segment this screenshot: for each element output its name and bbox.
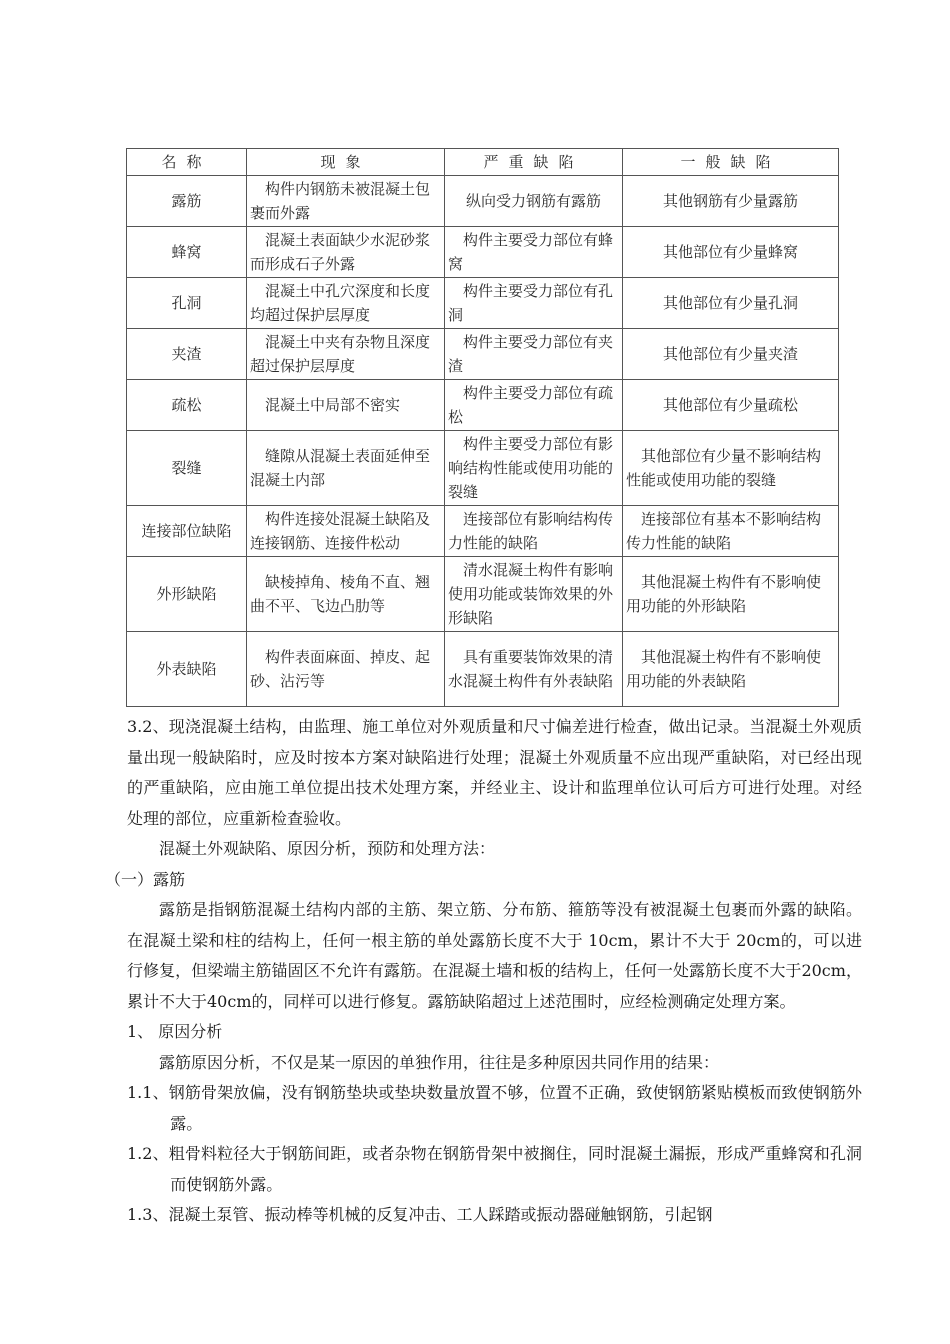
- row-phenomenon: 构件表面麻面、掉皮、起砂、沾污等: [247, 632, 445, 707]
- row-general: 其他部位有少量疏松: [623, 380, 839, 431]
- row-general: 其他部位有少量不影响结构性能或使用功能的裂缝: [623, 431, 839, 506]
- row-general: 连接部位有基本不影响结构传力性能的缺陷: [623, 506, 839, 557]
- subheading-cause-analysis: 1、 原因分析: [127, 1022, 223, 1041]
- row-severe: 构件主要受力部位有影响结构性能或使用功能的裂缝: [445, 431, 623, 506]
- table-header-row: [127, 149, 839, 176]
- row-general: 其他混凝土构件有不影响使用功能的外形缺陷: [623, 557, 839, 632]
- row-phenomenon: 构件连接处混凝土缺陷及连接钢筋、连接件松动: [247, 506, 445, 557]
- row-severe: 构件主要受力部位有夹渣: [445, 329, 623, 380]
- header-phenomenon: 现象: [247, 149, 445, 176]
- row-name: 疏松: [127, 380, 247, 431]
- row-phenomenon: 缝隙从混凝土表面延伸至混凝土内部: [247, 431, 445, 506]
- paragraph-inspection: 3.2、现浇混凝土结构，由监理、施工单位对外观质量和尺寸偏差进行检查，做出记录。当混凝土外观质量出现一般缺陷时，应及时按本方案对缺陷进行处理；混凝土外观质量不应出现严重缺陷，对已经出现的严重缺陷，应由施工单位提出技术处理方案，并经业主、设计和监理单位认可后方可进行处理。对经处理的部位，应重新检查验收。: [127, 717, 862, 828]
- table-row: [127, 557, 839, 632]
- header-general: 一般缺陷: [623, 149, 839, 176]
- table-row: [127, 431, 839, 506]
- row-severe: 构件主要受力部位有蜂窝: [445, 227, 623, 278]
- row-general: 其他钢筋有少量露筋: [623, 176, 839, 227]
- list-item: 1.2、粗骨料粒径大于钢筋间距，或者杂物在钢筋骨架中被搁住，同时混凝土漏振，形成严重蜂窝和孔洞而使钢筋外露。: [127, 1144, 862, 1194]
- defect-classification-table: [126, 148, 839, 707]
- row-phenomenon: 缺棱掉角、棱角不直、翘曲不平、飞边凸肋等: [247, 557, 445, 632]
- row-phenomenon: 混凝土中局部不密实: [247, 380, 445, 431]
- row-name: 裂缝: [127, 431, 247, 506]
- row-phenomenon: 混凝土中夹有杂物且深度超过保护层厚度: [247, 329, 445, 380]
- table-row: [127, 278, 839, 329]
- row-severe: 连接部位有影响结构传力性能的缺陷: [445, 506, 623, 557]
- header-name: 名称: [127, 149, 247, 176]
- row-name: 蜂窝: [127, 227, 247, 278]
- row-severe: 具有重要装饰效果的清水混凝土构件有外表缺陷: [445, 632, 623, 707]
- table-row: [127, 506, 839, 557]
- row-general: 其他部位有少量蜂窝: [623, 227, 839, 278]
- row-name: 外形缺陷: [127, 557, 247, 632]
- row-general: 其他部位有少量夹渣: [623, 329, 839, 380]
- header-severe: 严重缺陷: [445, 149, 623, 176]
- table-row: [127, 329, 839, 380]
- row-name: 外表缺陷: [127, 632, 247, 707]
- paragraph-cause-summary: 露筋原因分析，不仅是某一原因的单独作用，往往是多种原因共同作用的结果：: [159, 1052, 720, 1072]
- row-phenomenon: 构件内钢筋未被混凝土包裹而外露: [247, 176, 445, 227]
- table-row: [127, 227, 839, 278]
- paragraph-exposed-rebar-definition: 露筋是指钢筋混凝土结构内部的主筋、架立筋、分布筋、箍筋等没有被混凝土包裹而外露的缺陷。在混凝土梁和柱的结构上，任何一根主筋的单处露筋长度不大于 10cm，累计不大于 20cm的，可以进行修复，但梁端主筋锚固区不允许有露筋。在混凝土墙和板的结构上，任何一处露筋长度不大于20cm，累计不大于40cm的，同样可以进行修复。露筋缺陷超过上述范围时，应经检测确定处理方案。: [127, 900, 862, 1011]
- list-item: 1.3、混凝土泵管、振动棒等机械的反复冲击、工人踩踏或振动器碰触钢筋，引起钢: [127, 1205, 713, 1224]
- paragraph-intro: 混凝土外观缺陷、原因分析，预防和处理方法：: [159, 839, 496, 858]
- row-general: 其他混凝土构件有不影响使用功能的外表缺陷: [623, 632, 839, 707]
- row-name: 孔洞: [127, 278, 247, 329]
- body-text: [105, 712, 862, 1231]
- section-heading-exposed-rebar: （一）露筋: [105, 869, 186, 889]
- row-general: 其他部位有少量孔洞: [623, 278, 839, 329]
- table-row: [127, 176, 839, 227]
- row-severe: 清水混凝土构件有影响使用功能或装饰效果的外形缺陷: [445, 557, 623, 632]
- row-severe: 纵向受力钢筋有露筋: [445, 176, 623, 227]
- row-phenomenon: 混凝土表面缺少水泥砂浆而形成石子外露: [247, 227, 445, 278]
- row-name: 夹渣: [127, 329, 247, 380]
- row-name: 连接部位缺陷: [127, 506, 247, 557]
- row-severe: 构件主要受力部位有孔洞: [445, 278, 623, 329]
- list-item: 1.1、钢筋骨架放偏，没有钢筋垫块或垫块数量放置不够，位置不正确，致使钢筋紧贴模板而致使钢筋外露。: [127, 1083, 862, 1133]
- table-row: [127, 380, 839, 431]
- row-phenomenon: 混凝土中孔穴深度和长度均超过保护层厚度: [247, 278, 445, 329]
- table-row: [127, 632, 839, 707]
- row-severe: 构件主要受力部位有疏松: [445, 380, 623, 431]
- row-name: 露筋: [127, 176, 247, 227]
